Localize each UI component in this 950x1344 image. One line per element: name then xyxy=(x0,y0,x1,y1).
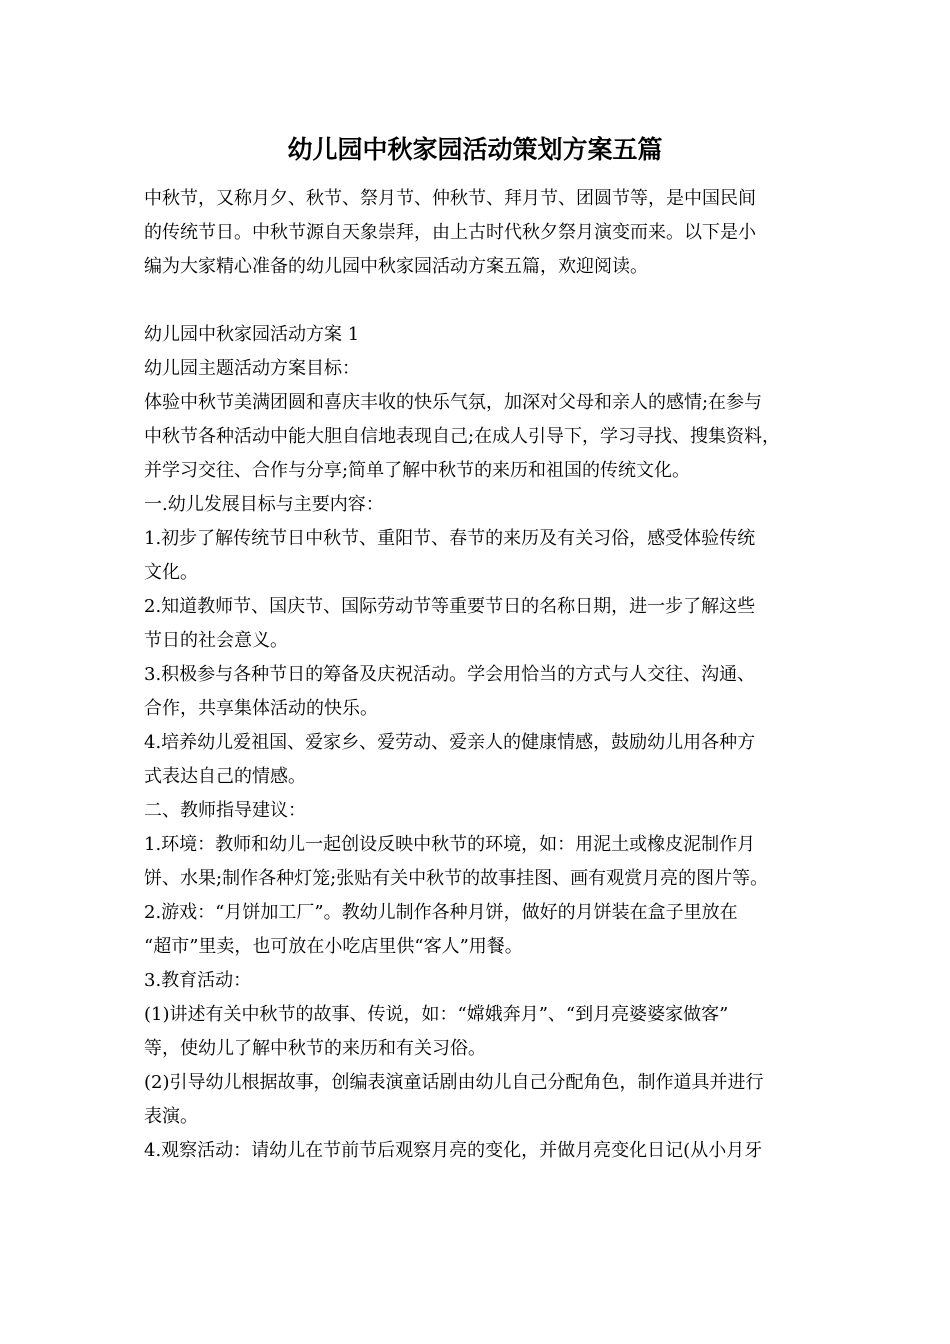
body-line: 体验中秋节美满团圆和喜庆丰收的快乐气氛，加深对父母和亲人的感情;在参与 xyxy=(144,392,763,413)
subheading: 一.幼儿发展目标与主要内容： xyxy=(144,494,384,515)
paragraph-spacer xyxy=(144,284,824,318)
list-item-line: 2.知道教师节、国庆节、国际劳动节等重要节日的名称日期，进一步了解这些 xyxy=(144,596,756,617)
list-item-line: (2)引导幼儿根据故事，创编表演童话剧由幼儿自己分配角色，制作道具并进行 xyxy=(144,1072,764,1093)
section-heading: 幼儿园中秋家园活动方案 1 xyxy=(144,324,360,345)
list-item-line: 文化。 xyxy=(144,562,198,583)
list-item-line: 表演。 xyxy=(144,1106,198,1127)
list-item-line: 3.积极参与各种节日的筹备及庆祝活动。学会用恰当的方式与人交往、沟通、 xyxy=(144,664,756,685)
document-body xyxy=(144,182,824,1168)
list-item-line: 节日的社会意义。 xyxy=(144,630,288,651)
list-item-line: 合作，共享集体活动的快乐。 xyxy=(144,698,378,719)
subheading: 幼儿园主题活动方案目标： xyxy=(144,358,360,379)
list-item-line: 2.游戏：“月饼加工厂”。教幼儿制作各种月饼，做好的月饼装在盒子里放在 xyxy=(144,902,738,923)
list-item-line: 1.初步了解传统节日中秋节、重阳节、春节的来历及有关习俗，感受体验传统 xyxy=(144,528,756,549)
document-title: 幼儿园中秋家园活动策划方案五篇 xyxy=(287,135,663,164)
list-item-line: 4.观察活动：请幼儿在节前节后观察月亮的变化，并做月亮变化日记(从小月牙 xyxy=(144,1140,763,1161)
list-item-line: 1.环境：教师和幼儿一起创设反映中秋节的环境，如：用泥土或橡皮泥制作月 xyxy=(144,834,756,855)
list-item-line: 式表达自己的情感。 xyxy=(144,766,306,787)
subheading: 二、教师指导建议： xyxy=(144,800,306,821)
intro-line: 中秋节，又称月夕、秋节、祭月节、仲秋节、拜月节、团圆节等，是中国民间 xyxy=(144,188,756,209)
list-item-line: (1)讲述有关中秋节的故事、传说，如：“嫦娥奔月”、“到月亮婆婆家做客” xyxy=(144,1004,729,1025)
body-line: 并学习交往、合作与分享;简单了解中秋节的来历和祖国的传统文化。 xyxy=(144,460,691,481)
list-item-line: “超市”里卖，也可放在小吃店里供“客人”用餐。 xyxy=(144,936,523,957)
body-line: 中秋节各种活动中能大胆自信地表现自己;在成人引导下，学习寻找、搜集资料， xyxy=(144,426,781,447)
list-item-line: 3.教育活动： xyxy=(144,970,252,991)
list-item-line: 等，使幼儿了解中秋节的来历和有关习俗。 xyxy=(144,1038,486,1059)
intro-line: 的传统节日。中秋节源自天象崇拜，由上古时代秋夕祭月演变而来。以下是小 xyxy=(144,222,756,243)
list-item-line: 饼、水果;制作各种灯笼;张贴有关中秋节的故事挂图、画有观赏月亮的图片等。 xyxy=(144,868,769,889)
intro-line: 编为大家精心准备的幼儿园中秋家园活动方案五篇，欢迎阅读。 xyxy=(144,256,648,277)
list-item-line: 4.培养幼儿爱祖国、爱家乡、爱劳动、爱亲人的健康情感，鼓励幼儿用各种方 xyxy=(144,732,756,753)
